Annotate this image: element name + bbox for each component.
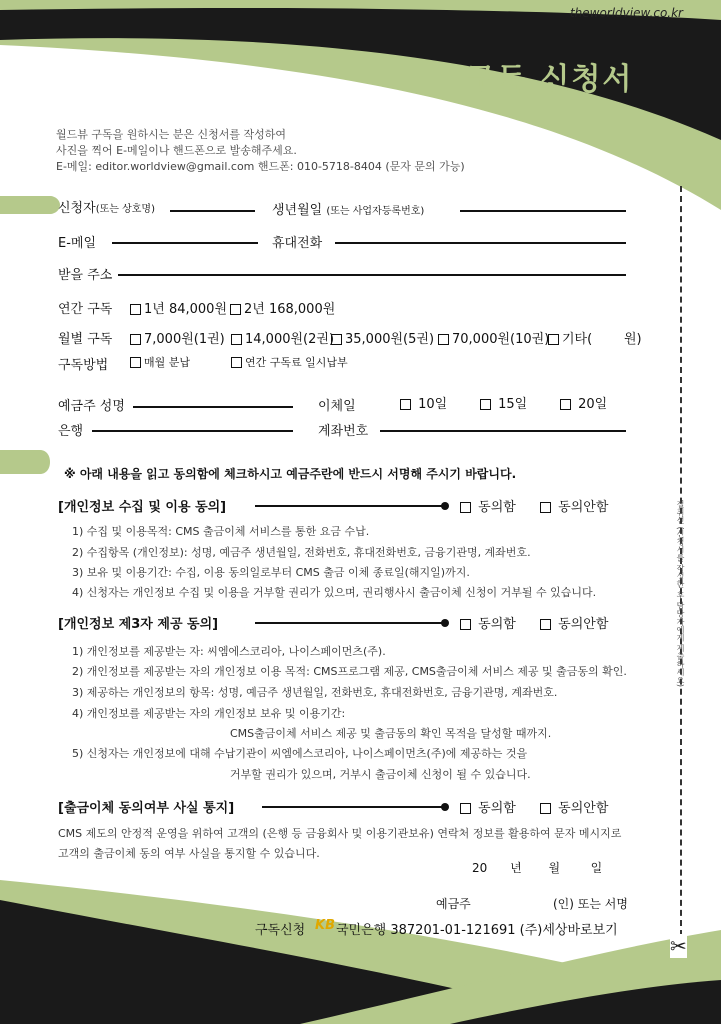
address-field[interactable]	[118, 274, 626, 276]
transfer-day-label: 이체일	[318, 399, 356, 414]
checkbox[interactable]	[548, 334, 559, 345]
disagree-option[interactable]: 동의안함	[540, 797, 608, 816]
leader-line	[255, 622, 445, 624]
checkbox[interactable]	[231, 334, 242, 345]
account-label: 계좌번호	[318, 424, 369, 439]
checkbox[interactable]	[540, 803, 551, 814]
method-label: 구독방법	[58, 358, 109, 373]
checkbox[interactable]	[460, 619, 471, 630]
intro-line-3: E-메일: editor.worldview@gmail.com 핸드폰: 010-5718-8404 (문자 문의 가능)	[56, 160, 465, 173]
intro-line-1: 월드뷰 구독을 원하시는 분은 신청서를 작성하여	[56, 128, 287, 141]
disagree-option[interactable]: 동의안함	[540, 613, 608, 632]
agree-option[interactable]: 동의함	[460, 613, 516, 632]
annual-label: 연간 구독	[58, 302, 113, 317]
sec2-item: 2) 개인정보를 제공받는 자의 개인정보 이용 목적: CMS프로그램 제공, CMS출금이체 서비스 제공 및 출금동의 확인.	[72, 665, 627, 678]
signature-field[interactable]: (인) 또는 서명	[553, 897, 628, 911]
monthly-option-3[interactable]: 35,000원(5권)	[331, 328, 434, 347]
cut-line-note: 절취선 (신청서를 작성한 후 담당자에게 제출하세요)	[676, 500, 685, 687]
site-url: theworldview.co.kr	[569, 6, 683, 20]
sec2-item: 1) 개인정보를 제공받는 자: 씨엠에스코리아, 나이스페이먼츠(주).	[72, 645, 386, 658]
footer-label: 구독신청	[255, 923, 306, 938]
sec3-item: 고객의 출금이체 동의 여부 사실을 통지할 수 있습니다.	[58, 847, 320, 860]
sec2-item: 5) 신청자는 개인정보에 대해 수납기관이 씨엠에스코리아, 나이스페이먼츠(주)에 제공하는 것을	[72, 747, 528, 760]
consent-notice: ※ 아래 내용을 읽고 동의함에 체크하시고 예금주란에 반드시 서명해 주시기 바랍니다.	[64, 467, 517, 481]
scissors-icon: ✂	[670, 934, 687, 958]
checkbox[interactable]	[540, 619, 551, 630]
monthly-label: 월별 구독	[58, 332, 113, 347]
sec2-item: 거부할 권리가 있으며, 거부시 출금이체 신청이 될 수 있습니다.	[230, 768, 531, 781]
monthly-option-4[interactable]: 70,000원(10권)	[438, 328, 549, 347]
checkbox[interactable]	[230, 304, 241, 315]
checkbox[interactable]	[331, 334, 342, 345]
day-option-20[interactable]: 20일	[560, 393, 607, 412]
checkbox[interactable]	[130, 357, 141, 368]
sec2-item: CMS출금이체 서비스 제공 및 출금동의 확인 목적을 달성할 때까지.	[230, 727, 552, 740]
bank-label: 은행	[58, 424, 84, 439]
disagree-option[interactable]: 동의안함	[540, 496, 608, 515]
sec1-item: 3) 보유 및 이용기간: 수집, 이용 동의일로부터 CMS 출금 이체 종료일(해지일)까지.	[72, 566, 470, 579]
applicant-label: 신청자(또는 상호명)	[58, 201, 155, 216]
section-third-party-title: [개인정보 제3자 제공 동의]	[58, 617, 219, 632]
agree-option[interactable]: 동의함	[460, 797, 516, 816]
checkbox[interactable]	[130, 304, 141, 315]
account-field[interactable]	[380, 430, 626, 432]
sec3-item: CMS 제도의 안정적 운영을 위하여 고객의 (은행 등 금융회사 및 이용기관보유) 연락처 정보를 활용하여 문자 메시지로	[58, 827, 622, 840]
sec1-item: 2) 수집항목 (개인정보): 성명, 예금주 생년월일, 전화번호, 휴대전화번호, 금융기관명, 계좌번호.	[72, 546, 531, 559]
checkbox[interactable]	[438, 334, 449, 345]
depositor-field[interactable]	[133, 406, 293, 408]
signature-holder: 예금주	[436, 897, 471, 911]
checkbox[interactable]	[130, 334, 141, 345]
sec2-item: 4) 개인정보를 제공받는 자의 개인정보 보유 및 이용기간:	[72, 707, 346, 720]
checkbox[interactable]	[231, 357, 242, 368]
agree-option[interactable]: 동의함	[460, 496, 516, 515]
address-label: 받을 주소	[58, 268, 113, 283]
checkbox[interactable]	[560, 399, 571, 410]
depositor-label: 예금주 성명	[58, 399, 125, 414]
sec1-item: 4) 신청자는 개인정보 수집 및 이용을 거부할 권리가 있으며, 권리행사시 출금이체 신청이 거부될 수 있습니다.	[72, 586, 597, 599]
section-privacy-collect-title: [개인정보 수집 및 이용 동의]	[58, 500, 227, 515]
day-option-15[interactable]: 15일	[480, 393, 527, 412]
checkbox[interactable]	[400, 399, 411, 410]
phone-label: 휴대전화	[272, 236, 323, 251]
sec2-item: 3) 제공하는 개인정보의 항목: 성명, 예금주 생년월일, 전화번호, 휴대전화번호, 금융기관명, 계좌번호.	[72, 686, 558, 699]
checkbox[interactable]	[540, 502, 551, 513]
day-option-10[interactable]: 10일	[400, 393, 447, 412]
sec1-item: 1) 수집 및 이용목적: CMS 출금이체 서비스를 통한 요금 수납.	[72, 525, 370, 538]
applicant-field[interactable]	[170, 210, 255, 212]
date-line: 20 년 월 일	[472, 861, 603, 875]
method-option-1[interactable]: 매월 분납	[130, 354, 190, 370]
checkbox[interactable]	[460, 803, 471, 814]
monthly-option-other[interactable]: 기타(	[548, 328, 592, 347]
birth-field[interactable]	[460, 210, 626, 212]
section-notice-title: [출금이체 동의여부 사실 통지]	[58, 801, 235, 816]
email-field[interactable]	[112, 242, 258, 244]
leader-line	[255, 505, 445, 507]
phone-field[interactable]	[335, 242, 626, 244]
kb-bank-logo-icon: KB	[315, 918, 335, 933]
page-title: 구독 신청서	[466, 62, 634, 97]
method-option-2[interactable]: 연간 구독료 일시납부	[231, 354, 348, 370]
monthly-option-1[interactable]: 7,000원(1권)	[130, 328, 225, 347]
monthly-option-2[interactable]: 14,000원(2권)	[231, 328, 334, 347]
leader-line	[262, 806, 445, 808]
monthly-other-unit: 원)	[624, 332, 642, 347]
annual-option-1[interactable]: 1년 84,000원	[130, 298, 227, 317]
intro-line-2: 사진을 찍어 E-메일이나 핸드폰으로 발송해주세요.	[56, 144, 297, 157]
annual-option-2[interactable]: 2년 168,000원	[230, 298, 335, 317]
email-label: E-메일	[58, 236, 97, 251]
birth-label: 생년월일 (또는 사업자등록번호)	[272, 203, 425, 218]
bank-field[interactable]	[92, 430, 293, 432]
checkbox[interactable]	[460, 502, 471, 513]
checkbox[interactable]	[480, 399, 491, 410]
footer-account: 국민은행 387201-01-121691 (주)세상바로보기	[336, 923, 618, 938]
